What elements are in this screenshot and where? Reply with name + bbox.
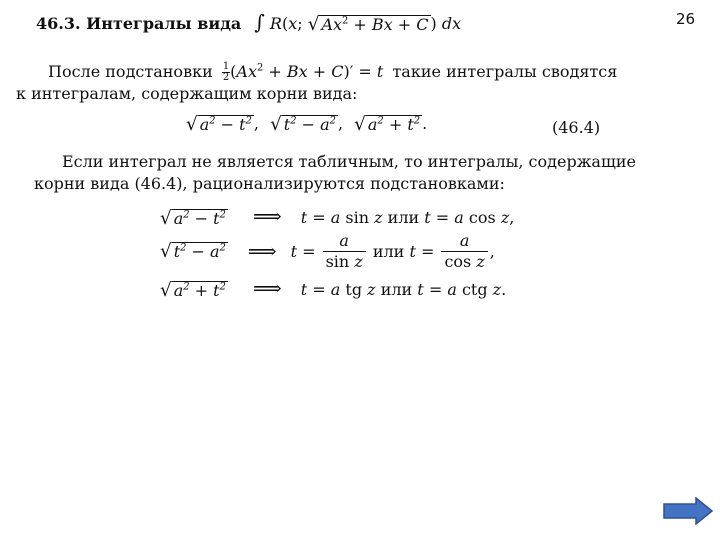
substitution-row-3: √ $a^2 + t^2$ ⟹ t = a tg z или t = a ctg z. xyxy=(160,276,507,301)
sub-root-3: √ $a^2 + t^2$ xyxy=(160,280,226,301)
section-title: 46.3. Интегралы вида xyxy=(36,14,242,33)
paragraph-2-line-1: Если интеграл не является табличным, то интегралы, содержащие xyxy=(62,152,636,171)
paragraph-1-line-2: к интегралам, содержащим корни вида: xyxy=(16,84,358,103)
root-2: √ $t^2 - a^2$ xyxy=(270,114,336,135)
substitution-row-2: √ $t^2 - a^2$ ⟹ t = $\frac{a}{\text{sin z}}$ или t = $\frac{a}{\text{cos z}}$ , xyxy=(160,231,495,271)
equation-46-4: √ $a^2 - t^2$ , √ $t^2 - a^2$ , √ $a^2 + t^2$ . xyxy=(186,114,428,135)
derivative-formula: $\frac{1}{2}$ $(Ax^2 + Bx + C)' = t$ xyxy=(222,61,384,83)
implies-arrow-icon: ⟹ xyxy=(247,239,277,264)
next-slide-button[interactable] xyxy=(662,497,714,525)
substitution-row-1: √ $a^2 - t^2$ ⟹ t = a sin z или t = a cos z, xyxy=(160,204,515,229)
equation-number: (46.4) xyxy=(552,118,601,137)
section-heading-formula: ∫ R(x; √ $Ax^2 + Bx + C$ ) dx xyxy=(254,10,462,35)
section-heading xyxy=(36,10,461,34)
root-1: √ $a^2 - t^2$ xyxy=(186,114,252,135)
arrow-right-icon xyxy=(662,497,714,525)
paragraph-1-line-1: После подстановки $\frac{1}{2}$ $(Ax^2 + Bx + C)' = t$ такие интегралы сводятся xyxy=(48,61,618,83)
sub-root-1: √ $a^2 - t^2$ xyxy=(160,208,226,229)
implies-arrow-icon: ⟹ xyxy=(253,204,282,228)
sub-root-2: √ $t^2 - a^2$ xyxy=(160,240,226,262)
page-number: 26 xyxy=(676,10,696,28)
root-3: √ $a^2 + t^2$ xyxy=(354,114,421,135)
implies-arrow-icon: ⟹ xyxy=(253,276,282,300)
paragraph-2-line-2: корни вида (46.4), рационализируются подстановками: xyxy=(34,174,505,193)
